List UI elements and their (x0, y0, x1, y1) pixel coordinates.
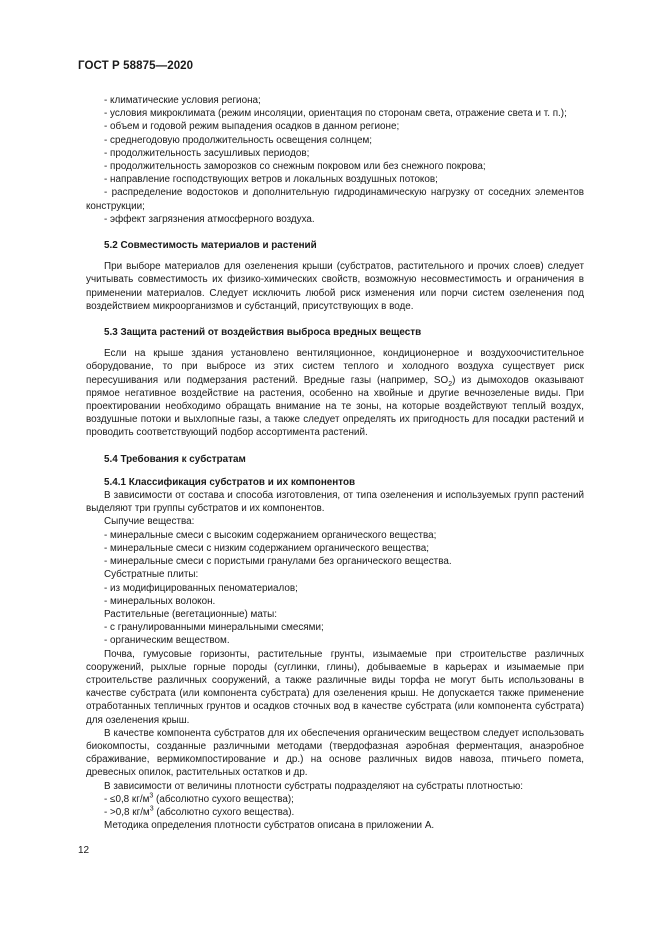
list-item: - с гранулированными минеральными смесями; (104, 622, 324, 634)
method-paragraph: Методика определения плотности субстратов описана в приложении А. (104, 820, 435, 832)
substrate-plates-title: Субстратные плиты: (104, 569, 199, 581)
density-item-low (86, 793, 584, 806)
paragraph-text: ) из дымоходов оказывают прямое негативное воздействие на растения, особенно на хвойные и другие вечнозеленые виды. При проектировании необходимо обращать внимание на те зоны, на которые воздействуют теплый воздух, воздушные потоки и выхлопные газы, а также следует определять их пригодность для посадки растений и проводить соответствующий подбор ассортимента растений. (86, 374, 584, 439)
superscript: 3 (149, 805, 154, 813)
paragraph-text: Если на крыше здания установлено вентиляционное, кондиционерное и воздухоочистительное оборудование, то при выбросе из этих систем теплого и холодного воздуха существует риск пересушивания или подмерзания растений. Вредные газы (например, SO (86, 348, 584, 386)
list-item: - направление господствующих ветров и локальных воздушных потоков; (104, 174, 438, 186)
list-item: - продолжительность засушливых периодов; (104, 147, 310, 159)
superscript: 3 (149, 792, 154, 800)
section-5-4-1-intro: В зависимости от состава и способа изготовления, от типа озеленения и используемых групп растений выделяют три группы субстратов и их компонентов. (86, 490, 584, 515)
list-item: - распределение водостоков и дополнительную гидродинамическую нагрузку от соседних элементов конструкции; (86, 187, 584, 212)
page-content (86, 94, 584, 832)
section-5-4-heading: 5.4 Требования к субстратам (104, 453, 246, 465)
document-header: ГОСТ Р 58875—2020 (78, 60, 194, 72)
density-paragraph: В зависимости от величины плотности субстраты подразделяют на субстраты плотностью: (104, 780, 524, 792)
page-number: 12 (78, 845, 90, 856)
density-text: - >0,8 кг/м (104, 806, 150, 818)
density-item-high (86, 806, 584, 819)
density-text: - ≤0,8 кг/м (104, 793, 150, 805)
vegetation-mats-title: Растительные (вегетационные) маты: (104, 608, 277, 620)
organic-component-paragraph: В качестве компонента субстратов для их обеспечения органическим веществом следует использовать биокомпосты, созданные различными методами (твердофазная аэробная ферментация, анаэробное сбраживание, вермикомпостирование и др.) на основе различных видов навоза, птичьего помета, древесных опилок, растительных остатков и др. (86, 727, 584, 779)
section-5-3-heading: 5.3 Защита растений от воздействия выброса вредных веществ (104, 327, 422, 339)
list-item: - из модифицированных пеноматериалов; (104, 582, 298, 594)
list-item: - минеральные смеси с пористыми гранулами без органического вещества. (104, 556, 452, 568)
list-item: - минеральные смеси с низким содержанием органического вещества; (104, 542, 429, 554)
list-item: - условия микроклимата (режим инсоляции, ориентация по сторонам света, отражение света и т. п.); (104, 108, 567, 120)
list-item: - продолжительность заморозков со снежным покровом или без снежного покрова; (104, 161, 486, 173)
section-5-2-heading: 5.2 Совместимость материалов и растений (104, 240, 317, 252)
section-5-3-paragraph (86, 347, 584, 439)
section-5-2-paragraph: При выборе материалов для озеленения крыши (субстратов, растительного и прочих слоев) следует учитывать совместимость их физико-химических свойств, возможную несовместимость и ограничения в применении материалов. Следует исключить любой риск изменения или порчи систем озеленения под воздействием микроорганизмов и субстанций, присутствующих в воде. (86, 261, 584, 312)
list-item: - эффект загрязнения атмосферного воздуха. (104, 213, 315, 225)
density-text: (абсолютно сухого вещества). (153, 806, 295, 818)
subscript: 2 (448, 380, 453, 388)
loose-substances-title: Сыпучие вещества: (104, 516, 195, 528)
soils-paragraph: Почва, гумусовые горизонты, растительные грунты, изымаемые при строительстве различных сооружений, рыхлые горные породы (суглинки, глины), добываемые в карьерах и изымаемые при строительстве различных сооружений, а также различные виды торфа не могут быть использованы в качестве субстрата (или компонента субстрата) для озеленения крыш. Не допускается также применение отработанных тепличных грунтов и осадков сточных вод в качестве субстрата (или компонента субстрата) для озеленения крыш. (86, 648, 584, 726)
list-item: - среднегодовую продолжительность освещения солнцем; (104, 134, 373, 146)
list-item: - минеральные смеси с высоким содержанием органического вещества; (104, 529, 437, 541)
list-item: - климатические условия региона; (104, 95, 261, 106)
section-5-4-1-heading: 5.4.1 Классификация субстратов и их компонентов (104, 476, 356, 488)
list-item: - органическим веществом. (104, 635, 230, 647)
density-text: (абсолютно сухого вещества); (153, 793, 294, 805)
list-item: - минеральных волокон. (104, 595, 216, 607)
list-item: - объем и годовой режим выпадения осадков в данном регионе; (104, 121, 400, 133)
